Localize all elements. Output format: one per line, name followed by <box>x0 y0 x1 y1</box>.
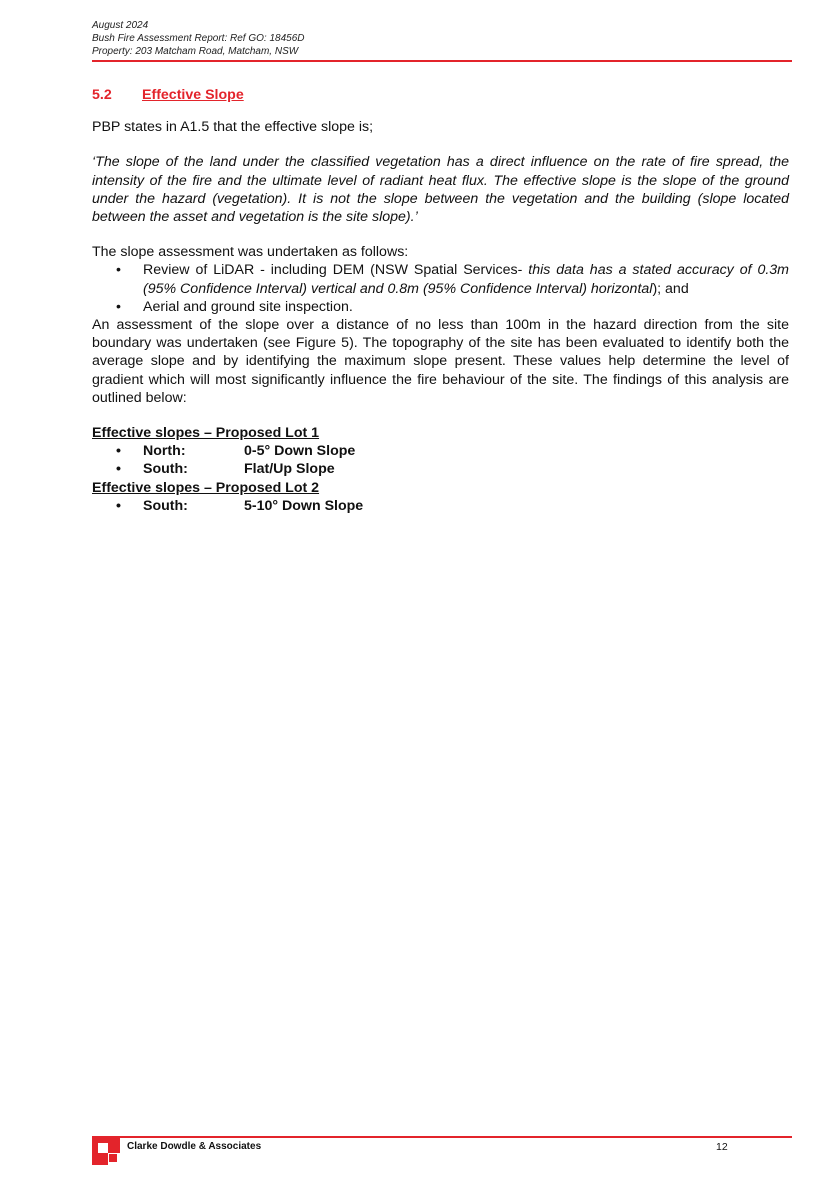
method-lidar-text: Review of LiDAR - including DEM (NSW Spatial Services- <box>143 262 529 279</box>
bullet-icon: • <box>116 461 121 478</box>
intro-paragraph: PBP states in A1.5 that the effective slope is; <box>92 119 374 136</box>
bullet-icon: • <box>116 497 121 514</box>
header-report-ref: Bush Fire Assessment Report: Ref GO: 18456D <box>92 33 305 44</box>
analysis-paragraph: An assessment of the slope over a distance of no less than 100m in the hazard direction from the site boundary was undertaken (see Figure 5). The topography of the site has been evaluated to identify both the average slope and by identifying the maximum slope present. These values help determine the level of gradient which will most significantly influence the fire behaviour of the site. The findings of this analysis are outlined below: <box>92 317 789 406</box>
bullet-icon: • <box>116 262 121 279</box>
section-title: Effective Slope <box>142 87 244 103</box>
section-heading <box>92 86 789 104</box>
slope-value: Flat/Up Slope <box>244 461 335 478</box>
methods-list <box>92 261 789 316</box>
lot2-slopes-list <box>92 497 789 515</box>
clarke-dowdle-logo-icon <box>92 1137 120 1165</box>
list-item <box>92 298 789 316</box>
method-lidar-tail: ); and <box>652 280 689 297</box>
lot2-heading: Effective slopes – Proposed Lot 2 <box>92 479 320 496</box>
slope-value: 0-5° Down Slope <box>244 443 356 460</box>
method-inspection-text: Aerial and ground site inspection. <box>143 298 353 315</box>
slope-direction: South: <box>143 497 188 514</box>
assessment-intro: The slope assessment was undertaken as follows: <box>92 244 409 261</box>
method-lidar-accuracy: this data has a stated accuracy of 0.3m (95% Confidence Interval) vertical and 0.8m (95% Confidence Interval) horizontal <box>143 262 789 297</box>
section-number: 5.2 <box>92 87 112 103</box>
list-item <box>92 261 789 297</box>
bullet-icon: • <box>116 443 121 460</box>
list-item <box>92 460 789 478</box>
pbp-quote: ‘The slope of the land under the classified vegetation has a direct influence on the rate of fire spread, the intensity of the fire and the ultimate level of radiant heat flux. The effective slope is the slope of the ground under the hazard (vegetation). It is not the slope between the vegetation and the building (slope located between the asset and vegetation is the site slope).’ <box>92 154 789 226</box>
header-divider <box>92 60 792 62</box>
lot1-slopes-list <box>92 442 789 478</box>
list-item <box>92 442 789 460</box>
slope-direction: North: <box>143 443 186 460</box>
page-body <box>92 86 789 515</box>
slope-value: 5-10° Down Slope <box>244 497 364 514</box>
list-item <box>92 497 789 515</box>
footer-divider <box>92 1136 792 1138</box>
page-header <box>92 19 792 58</box>
page-number: 12 <box>716 1141 728 1153</box>
bullet-icon: • <box>116 298 121 315</box>
slope-direction: South: <box>143 461 188 478</box>
lot1-heading: Effective slopes – Proposed Lot 1 <box>92 425 320 442</box>
header-date: August 2024 <box>92 20 149 31</box>
header-property: Property: 203 Matcham Road, Matcham, NSW <box>92 46 299 57</box>
footer-company-name: Clarke Dowdle & Associates <box>127 1141 262 1152</box>
